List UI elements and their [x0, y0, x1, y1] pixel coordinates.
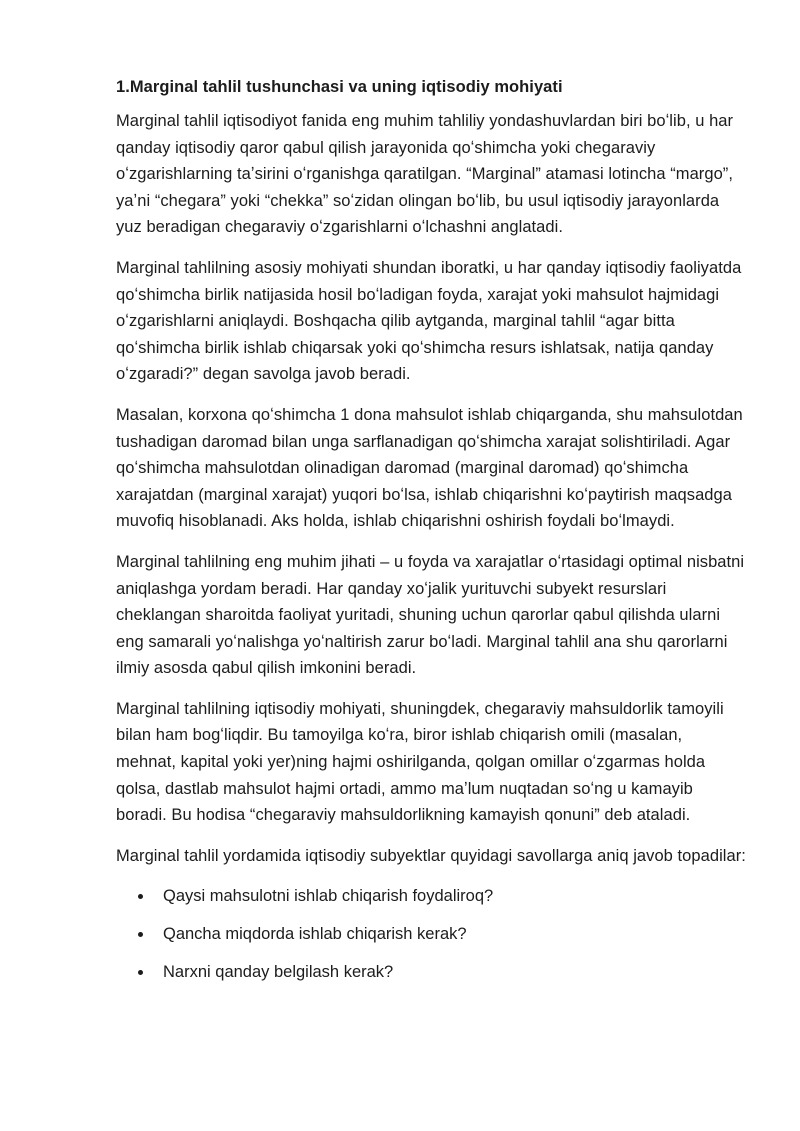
paragraph-6: Marginal tahlil yordamida iqtisodiy subyektlar quyidagi savollarga aniq javob topadilar:	[116, 846, 746, 865]
bullet-icon	[138, 932, 143, 937]
section-heading: 1.Marginal tahlil tushunchasi va uning iqtisodiy mohiyati	[116, 78, 563, 96]
paragraph-3: Masalan, korxona qoʻshimcha 1 dona mahsulot ishlab chiqarganda, shu mahsulotdan tushadigan daromad bilan unga sarflanadigan qoʻshimcha xarajat solishtiriladi. Agar qoʻshimcha mahsulotdan olinadigan daromad (marginal daromad) qoʻshimcha xarajatdan (marginal xarajat) yuqori boʻlsa, ishlab chiqarishni koʻpaytirish maqsadga muvofiq hisoblanadi. Aks holda, ishlab chiqarishni oshirish foydali boʻlmaydi.	[116, 405, 743, 531]
list-item	[116, 959, 746, 985]
paragraph-1: Marginal tahlil iqtisodiyot fanida eng muhim tahliliy yondashuvlardan biri boʻlib, u har qanday iqtisodiy qaror qabul qilish jarayonida qoʻshimcha yoki chegaraviy oʻzgarishlarning taʼsirini oʻrganishga qaratilgan. “Marginal” atamasi lotincha “margo”, yaʼni “chegara” yoki “chekka” soʻzidan olingan boʻlib, bu usul iqtisodiy jarayonlarda yuz beradigan chegaraviy oʻzgarishlarni oʻlchashni anglatadi.	[116, 112, 734, 237]
list-item-text: Qancha miqdorda ishlab chiqarish kerak?	[163, 925, 467, 944]
paragraph-4: Marginal tahlilning eng muhim jihati – u foyda va xarajatlar oʻrtasidagi optimal nisbatni aniqlashga yordam beradi. Har qanday xoʻjalik yurituvchi subyekt resurslari cheklangan sharoitda faoliyat yuritadi, shuning uchun qarorlar qabul qilishda ularni eng samarali yoʻnalishga yoʻnaltirish zarur boʻladi. Marginal tahlil ana shu qarorlarni ilmiy asosda qabul qilish imkonini beradi.	[116, 552, 745, 678]
question-list	[116, 883, 746, 985]
paragraph-5: Marginal tahlilning iqtisodiy mohiyati, shuningdek, chegaraviy mahsuldorlik tamoyili bilan ham bogʻliqdir. Bu tamoyilga koʻra, biror ishlab chiqarish omili (masalan, mehnat, kapital yoki yer)ning hajmi oshirilganda, qolgan omillar oʻzgarmas holda qolsa, dastlab mahsulot hajmi ortadi, ammo maʼlum nuqtadan soʻng u kamayib boradi. Bu hodisa “chegaraviy mahsuldorlikning kamayish qonuni” deb ataladi.	[116, 699, 724, 825]
bullet-icon	[138, 894, 143, 899]
list-item	[116, 883, 746, 909]
list-item-text: Qaysi mahsulotni ishlab chiqarish foydaliroq?	[163, 887, 494, 906]
list-item	[116, 921, 746, 947]
document-page	[116, 74, 746, 997]
paragraph-2: Marginal tahlilning asosiy mohiyati shundan iboratki, u har qanday iqtisodiy faoliyatda qoʻshimcha birlik natijasida hosil boʻladigan foyda, xarajat yoki mahsulot hajmidagi oʻzgarishlarni aniqlaydi. Boshqacha qilib aytganda, marginal tahlil “agar bitta qoʻshimcha birlik ishlab chiqarsak yoki qoʻshimcha resurs ishlatsak, natija qanday oʻzgaradi?” degan savolga javob beradi.	[116, 258, 742, 384]
bullet-icon	[138, 970, 143, 975]
list-item-text: Narxni qanday belgilash kerak?	[163, 963, 394, 982]
